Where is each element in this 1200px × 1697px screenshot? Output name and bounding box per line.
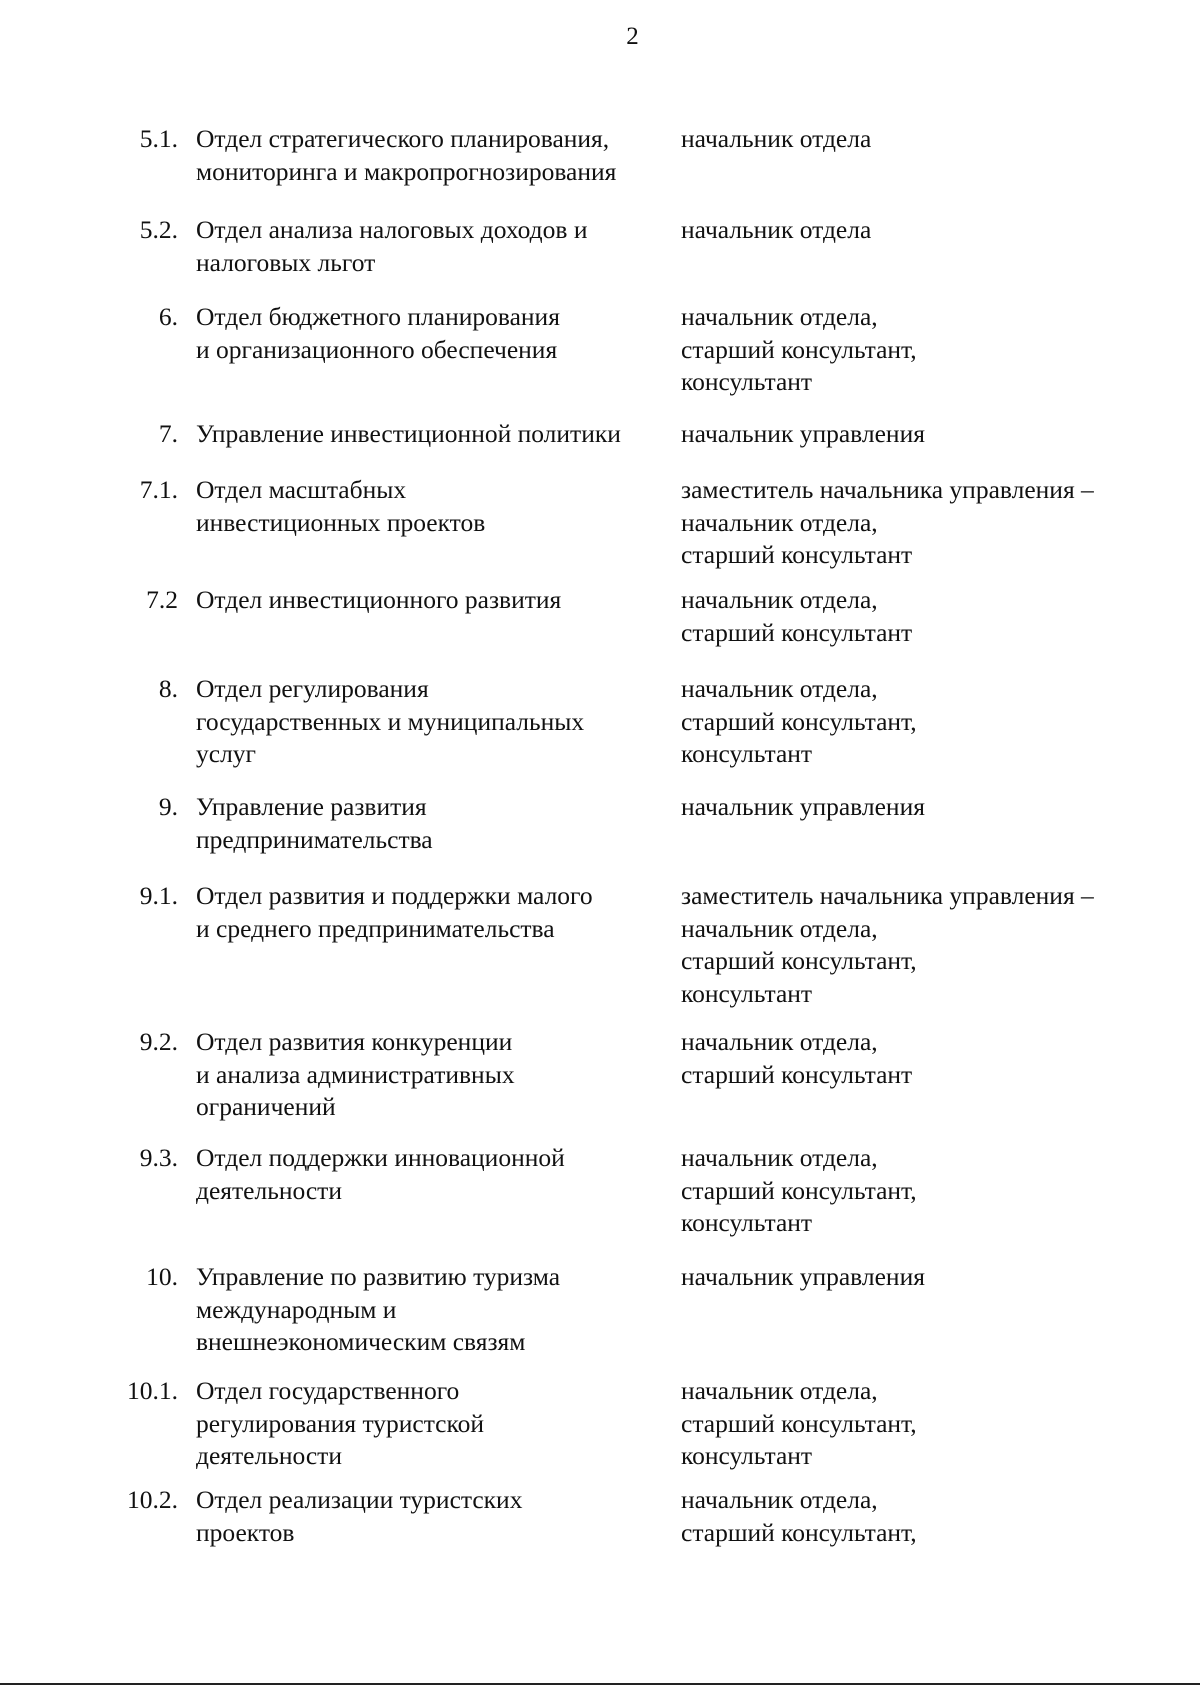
- position-list: [681, 474, 1186, 572]
- position-line: начальник отдела: [681, 124, 872, 153]
- department-name: [196, 1261, 686, 1359]
- position-line: начальник отдела,: [681, 674, 878, 703]
- department-line: Отдел развития конкуренции: [196, 1027, 513, 1056]
- row-number: 7.1.: [139, 475, 178, 504]
- position-line: консультант: [681, 367, 813, 396]
- department-name: [196, 1484, 686, 1549]
- department-line: Управление по развитию туризма: [196, 1262, 561, 1291]
- department-name: [196, 584, 686, 617]
- position-line: заместитель начальника управления –: [681, 881, 1094, 910]
- department-line: Отдел государственного: [196, 1376, 460, 1405]
- position-list: [681, 123, 1186, 156]
- department-line: государственных и муниципальных: [196, 706, 585, 736]
- department-line: Отдел развития и поддержки малого: [196, 881, 593, 910]
- department-line: инвестиционных проектов: [196, 507, 486, 537]
- department-line: и анализа административных: [196, 1059, 515, 1089]
- position-line: начальник отдела,: [681, 507, 878, 537]
- department-line: Отдел масштабных: [196, 475, 407, 504]
- row-number: 7.: [158, 419, 178, 448]
- row-number: 6.: [158, 302, 178, 331]
- position-line: начальник отдела,: [681, 302, 878, 331]
- position-line: консультант: [681, 739, 813, 768]
- department-line: ограничений: [196, 1092, 336, 1121]
- position-list: [681, 584, 1186, 649]
- department-line: внешнеэкономическим связям: [196, 1327, 526, 1356]
- department-line: Управление развития: [196, 792, 427, 821]
- position-list: [681, 214, 1186, 247]
- department-line: Отдел регулирования: [196, 674, 429, 703]
- position-line: начальник отдела,: [681, 1027, 878, 1056]
- position-line: начальник отдела,: [681, 1143, 878, 1172]
- row-number: 9.1.: [139, 881, 178, 910]
- department-line: налоговых льгот: [196, 247, 376, 277]
- row-number: 10.2.: [127, 1485, 178, 1514]
- department-name: [196, 418, 686, 451]
- department-name: [196, 123, 686, 188]
- position-line: начальник управления: [681, 419, 925, 448]
- position-list: [681, 1026, 1186, 1091]
- row-number: 5.2.: [139, 215, 178, 244]
- position-line: начальник отдела,: [681, 1485, 878, 1514]
- department-line: Отдел реализации туристских: [196, 1485, 523, 1514]
- department-line: и среднего предпринимательства: [196, 913, 555, 943]
- position-list: [681, 1142, 1186, 1240]
- position-line: консультант: [681, 1208, 813, 1237]
- department-name: [196, 1375, 686, 1473]
- department-line: международным и: [196, 1294, 397, 1324]
- department-line: и организационного обеспечения: [196, 334, 558, 364]
- department-name: [196, 791, 686, 856]
- position-line: начальник управления: [681, 792, 925, 821]
- department-line: Управление инвестиционной политики: [196, 419, 621, 448]
- position-line: консультант: [681, 978, 813, 1008]
- position-line: старший консультант,: [681, 1408, 917, 1438]
- department-line: услуг: [196, 739, 257, 768]
- department-name: [196, 1026, 686, 1124]
- position-line: начальник управления: [681, 1262, 925, 1291]
- row-number: 8.: [158, 674, 178, 703]
- department-name: [196, 673, 686, 771]
- position-list: [681, 1261, 1186, 1294]
- position-line: старший консультант: [681, 617, 913, 647]
- position-list: [681, 418, 1186, 451]
- department-name: [196, 214, 686, 279]
- position-line: начальник отдела,: [681, 1376, 878, 1405]
- department-line: мониторинга и макропрогнозирования: [196, 156, 617, 186]
- department-line: Отдел стратегического планирования,: [196, 124, 610, 153]
- row-number: 7.2: [146, 585, 178, 614]
- position-list: [681, 1375, 1186, 1473]
- position-line: заместитель начальника управления –: [681, 475, 1094, 504]
- row-number: 9.3.: [139, 1143, 178, 1172]
- row-number: 10.1.: [127, 1376, 178, 1405]
- position-list: [681, 301, 1186, 399]
- position-list: [681, 791, 1186, 824]
- department-line: регулирования туристской: [196, 1408, 484, 1438]
- row-number: 9.: [158, 792, 178, 821]
- row-number: 5.1.: [139, 124, 178, 153]
- department-name: [196, 1142, 686, 1207]
- position-line: старший консультант,: [681, 1175, 917, 1205]
- position-list: [681, 673, 1186, 771]
- position-line: начальник отдела: [681, 215, 872, 244]
- page-number: 2: [626, 23, 639, 50]
- position-line: старший консультант: [681, 540, 913, 569]
- department-line: деятельности: [196, 1175, 342, 1205]
- department-line: предпринимательства: [196, 824, 433, 854]
- department-line: Отдел анализа налоговых доходов и: [196, 215, 588, 244]
- department-line: Отдел инвестиционного развития: [196, 585, 562, 614]
- position-line: старший консультант,: [681, 706, 917, 736]
- bottom-divider: [0, 1683, 1200, 1685]
- department-line: Отдел бюджетного планирования: [196, 302, 560, 331]
- row-number: 9.2.: [139, 1027, 178, 1056]
- position-line: старший консультант: [681, 1059, 913, 1089]
- position-line: старший консультант,: [681, 334, 917, 364]
- position-line: старший консультант,: [681, 1517, 917, 1547]
- department-name: [196, 301, 686, 366]
- position-line: старший консультант,: [681, 946, 917, 975]
- department-name: [196, 880, 686, 945]
- position-line: начальник отдела,: [681, 913, 878, 943]
- position-list: [681, 880, 1186, 1010]
- department-line: деятельности: [196, 1441, 342, 1470]
- department-line: проектов: [196, 1517, 295, 1547]
- position-list: [681, 1484, 1186, 1549]
- position-line: начальник отдела,: [681, 585, 878, 614]
- position-line: консультант: [681, 1441, 813, 1470]
- department-name: [196, 474, 686, 539]
- row-number: 10.: [146, 1262, 178, 1291]
- department-line: Отдел поддержки инновационной: [196, 1143, 565, 1172]
